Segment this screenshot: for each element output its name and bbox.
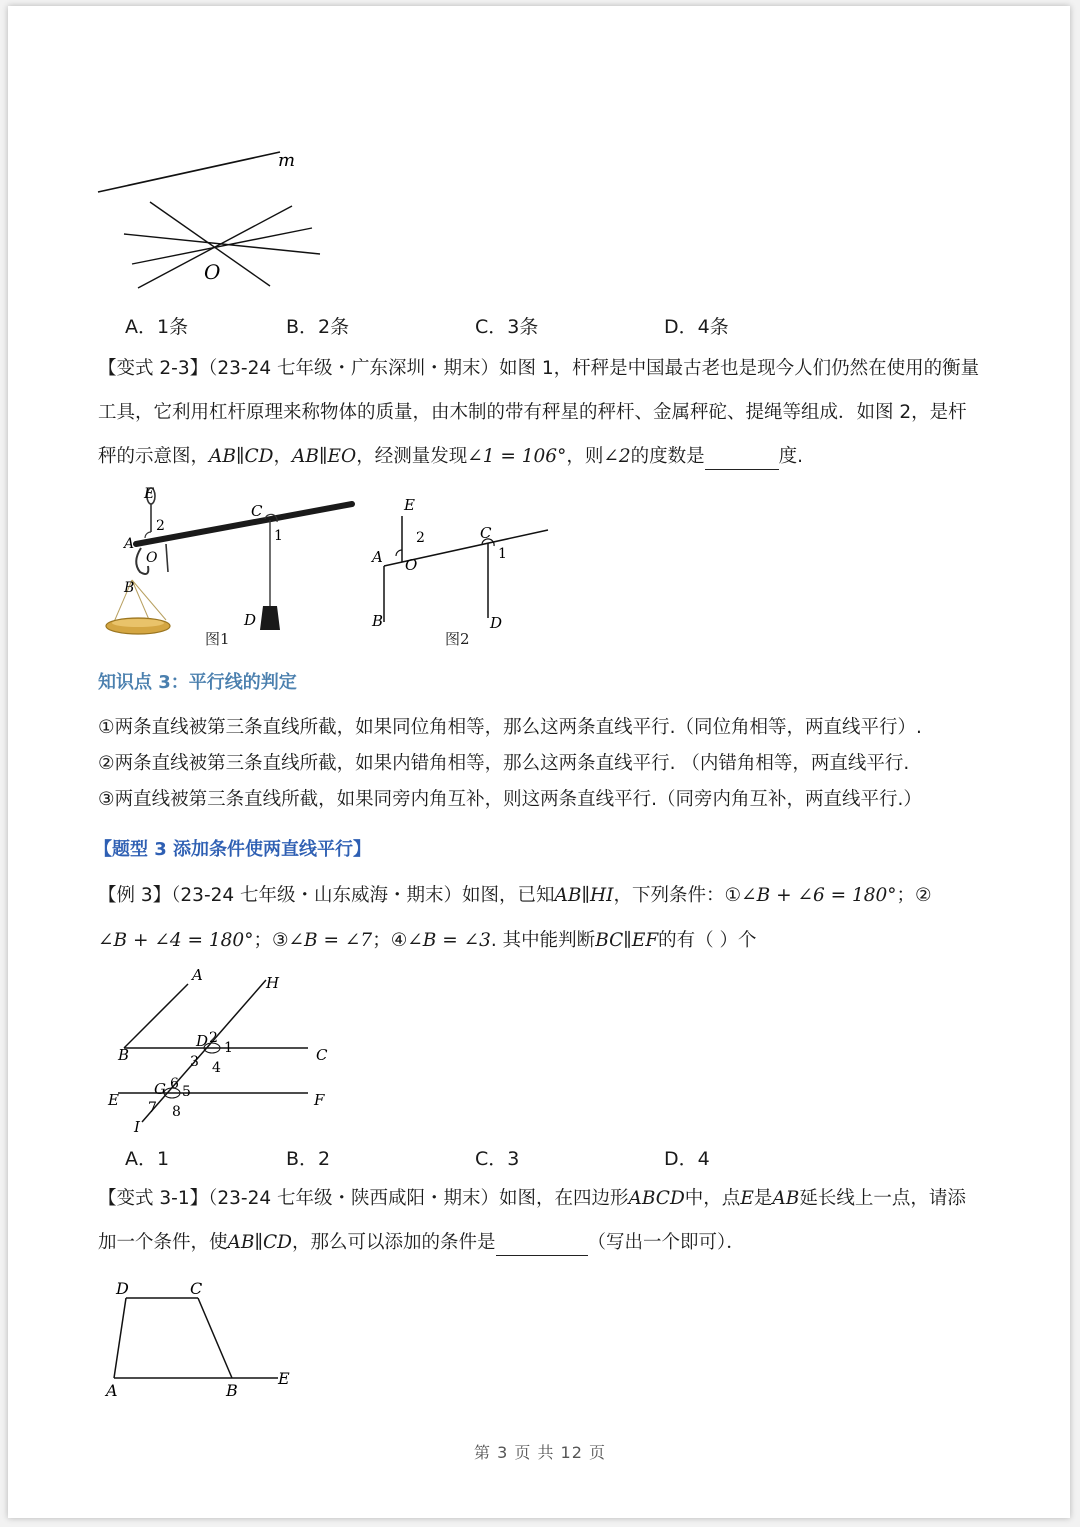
side-ad [114, 1298, 126, 1378]
text-segment: 加一个条件，使 [98, 1232, 228, 1253]
text-segment: ，则 [566, 446, 604, 467]
text-segment: 的有（ ）个 [658, 930, 757, 951]
label-e: E [108, 1091, 119, 1109]
example3-line2 [98, 928, 757, 954]
fig2-label-o: O [405, 556, 418, 574]
answer-blank[interactable] [496, 1233, 588, 1256]
fig2-label-b: B [372, 612, 384, 630]
label-b: B [118, 1046, 130, 1064]
text-segment: 度. [778, 446, 804, 467]
page-number: 第 3 页 共 12 页 [474, 1443, 606, 1462]
line-ab [124, 984, 188, 1048]
option-d[interactable]: D．4 [664, 1148, 710, 1170]
steelyard-beam [136, 504, 352, 544]
label-g: G [154, 1080, 166, 1098]
scale-pan-inner [112, 619, 164, 627]
label-3: 3 [190, 1054, 199, 1070]
label-o: O [204, 260, 221, 284]
pan-string [132, 580, 166, 620]
fig1-label-b: B [124, 580, 135, 596]
text-segment: ，下列条件：① [613, 885, 742, 906]
math-condition-2: ∠B + ∠4 = 180° [98, 930, 254, 951]
label-b: B [226, 1381, 238, 1400]
fig1-label-o: O [146, 550, 158, 566]
second-cord [166, 544, 168, 572]
knowledge-item-2: ②两条直线被第三条直线所截，如果内错角相等，那么这两条直线平行. （内错角相等，两直线平行. [98, 753, 910, 774]
text-segment: 【变式 3-1】（23-24 七年级・陕西咸阳・期末）如图，在四边形 [98, 1188, 629, 1209]
text-segment: 的度数是 [630, 446, 705, 467]
math-condition-3: ∠B = ∠7 [288, 930, 373, 951]
fig2-label-2: 2 [416, 530, 425, 546]
math-condition-1: ∠B + ∠6 = 180° [741, 885, 897, 906]
option-b[interactable]: B．2条 [286, 316, 350, 338]
fig1-label-d: D [244, 611, 257, 629]
text-segment: . 其中能判断 [490, 930, 596, 951]
text-segment: 秤的示意图， [98, 446, 210, 467]
label-h: H [266, 974, 280, 992]
figure-steelyard-photo [96, 482, 358, 652]
label-d: D [116, 1279, 129, 1298]
ray-3 [132, 228, 312, 264]
text-segment: （写出一个即可）． [587, 1232, 745, 1253]
counterweight [260, 606, 280, 630]
fig2-label-e: E [404, 496, 415, 514]
figure-steelyard-schematic [360, 486, 560, 636]
text-segment: ，经测量发现 [356, 446, 468, 467]
math-abcd: ABCD [628, 1188, 685, 1209]
label-e: E [278, 1369, 290, 1388]
text-segment: ；② [896, 885, 932, 906]
fig1-label-e: E [144, 486, 155, 502]
variant-2-3-line2: 工具，它利用杠杆原理来称物体的质量，由木制的带有秤星的秤杆、金属秤砣、提绳等组成．如图 2，是杆 [98, 402, 967, 423]
fig1-label-a: A [124, 536, 135, 552]
label-f: F [314, 1091, 325, 1109]
fig2-label-d: D [490, 614, 503, 632]
figure-example3 [98, 964, 338, 1136]
figure2-caption: 图2 [445, 630, 470, 648]
option-a[interactable]: A．1 [125, 1148, 170, 1170]
knowledge-item-1: ①两条直线被第三条直线所截，如果同位角相等，那么这两条直线平行.（同位角相等，两直线平行）. [98, 717, 922, 738]
knowledge-title: 知识点 3：平行线的判定 [98, 672, 297, 693]
figure-trapezoid [96, 1270, 306, 1400]
label-8: 8 [172, 1104, 181, 1120]
figure1-caption: 图1 [205, 630, 230, 648]
side-cb [198, 1298, 232, 1378]
line-hi [142, 980, 266, 1122]
fig2-label-c: C [480, 524, 492, 542]
text-segment: ；④ [372, 930, 408, 951]
option-a[interactable]: A．1条 [125, 316, 189, 338]
example3-line1 [98, 883, 932, 909]
pan-string [132, 580, 150, 622]
text-segment: 中，点 [684, 1188, 741, 1209]
text-segment: ， [273, 446, 293, 467]
option-b[interactable]: B．2 [286, 1148, 331, 1170]
label-1: 1 [224, 1040, 233, 1056]
fig1-label-1: 1 [274, 528, 283, 544]
label-m: m [278, 150, 296, 171]
fig1-label-2: 2 [156, 518, 165, 534]
fig1-label-c: C [251, 502, 263, 520]
math-ab-parallel-cd: AB∥CD [227, 1232, 293, 1253]
variant-3-1-line2 [98, 1230, 745, 1256]
document-page [8, 6, 1070, 1518]
math-bc-parallel-ef: BC∥EF [595, 930, 659, 951]
label-c: C [190, 1279, 203, 1298]
label-c: C [316, 1046, 328, 1064]
variant-2-3-line1: 【变式 2-3】（23-24 七年级・广东深圳・期末）如图 1，杆秤是中国最古老也是现今人们仍然在使用的衡量 [98, 358, 980, 379]
text-segment: 【例 3】（23-24 七年级・山东威海・期末）如图，已知 [98, 885, 555, 906]
label-6: 6 [170, 1076, 179, 1092]
option-c[interactable]: C．3条 [475, 316, 539, 338]
label-2: 2 [209, 1030, 218, 1046]
knowledge-item-3: ③两直线被第三条直线所截，如果同旁内角互补，则这两条直线平行.（同旁内角互补，两直线平行.） [98, 789, 922, 810]
label-7: 7 [148, 1100, 157, 1116]
math-angle1: ∠1 = 106° [467, 446, 567, 467]
text-segment: 延长线上一点，请添 [799, 1188, 966, 1209]
math-ab-parallel-hi: AB∥HI [554, 885, 614, 906]
variant-2-3-line3 [98, 444, 803, 470]
line-m [98, 152, 280, 192]
fig2-label-1: 1 [498, 546, 507, 562]
math-ab-parallel-cd: AB∥CD [209, 446, 274, 467]
schematic-arc-2 [396, 550, 402, 556]
fig2-label-a: A [372, 548, 383, 566]
math-e: E [740, 1188, 754, 1209]
label-a: A [192, 966, 203, 984]
math-ab: AB [772, 1188, 800, 1209]
question-type-title: 【题型 3 添加条件使两直线平行】 [94, 839, 372, 860]
variant-3-1-line1 [98, 1186, 966, 1212]
figure-lines-through-o [88, 136, 328, 296]
label-d: D [196, 1032, 209, 1050]
label-i: I [134, 1118, 140, 1136]
math-angle2: ∠2 [603, 446, 631, 467]
angle-arc-2 [145, 532, 151, 538]
text-segment: ，那么可以添加的条件是 [292, 1232, 496, 1253]
label-5: 5 [182, 1084, 191, 1100]
math-ab-parallel-eo: AB∥EO [292, 446, 357, 467]
option-c[interactable]: C．3 [475, 1148, 520, 1170]
option-d[interactable]: D．4条 [664, 316, 729, 338]
text-segment: 是 [753, 1188, 773, 1209]
label-a: A [106, 1381, 118, 1400]
answer-blank[interactable] [705, 447, 779, 470]
text-segment: ；③ [253, 930, 289, 951]
label-4: 4 [212, 1060, 221, 1076]
math-condition-4: ∠B = ∠3 [407, 930, 491, 951]
